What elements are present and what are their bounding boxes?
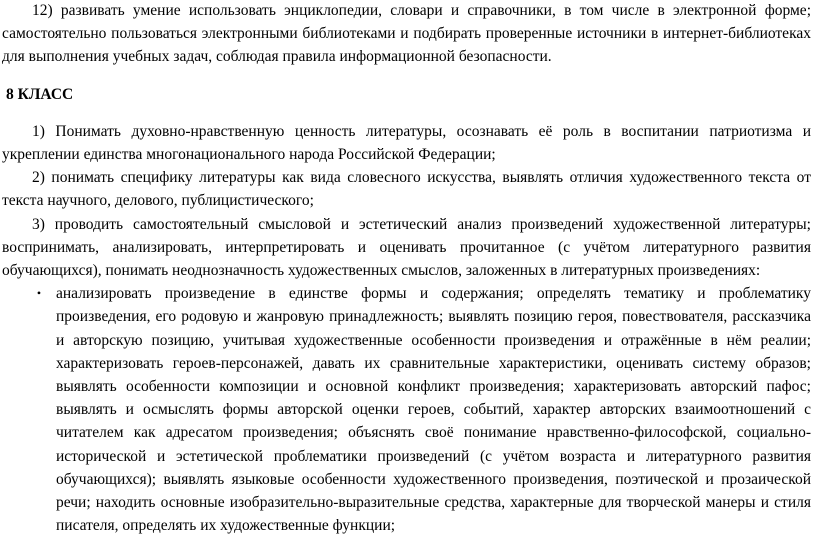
intro-paragraph: 12) развивать умение использовать энциклопедии, словари и справочники, в том числе в электронной форме; самостоятельно пользоваться электронными библиотеками и подбирать проверенные источники в интернет-библиотеках для выполнения учебных задач, соблюдая правила информационной безопасности. xyxy=(2,2,811,66)
bullet-list xyxy=(2,282,811,537)
paragraph-2: 2) понимать специфику литературы как вида словесного искусства, выявлять отличия художественного текста от текста научного, делового, публицистического; xyxy=(2,169,811,210)
bullet-item xyxy=(36,282,811,537)
paragraph-1: 1) Понимать духовно-нравственную ценность литературы, осознавать её роль в воспитании патриотизма и укреплении единства многонационального народа Российской Федерации; xyxy=(2,122,811,164)
bullet-icon: • xyxy=(36,286,42,301)
paragraph-3: 3) проводить самостоятельный смысловой и эстетический анализ произведений художественной литературы; воспринимать, анализировать, интерпретировать и оценивать прочитанное (с учётом литературного развития обучающихся), понимать неоднозначность художественных смыслов, заложенных в литературных произведениях: xyxy=(2,215,811,280)
section-heading: 8 КЛАСС xyxy=(6,85,74,103)
bullet-item-text: анализировать произведение в единстве формы и содержания; определять тематику и проблематику произведения, его родовую и жанровую принадлежность; выявлять позицию героя, повествователя, рассказчика и авторскую позицию, учитывая художественные особенности произведения и отражённые в нём реалии; характеризовать героев-персонажей, давать их сравнительные характеристики, оценивать систему образов; выявлять особенности композиции и основной конфликт произведения; характеризовать авторский пафос; выявлять и осмыслять формы авторской оценки героев, событий, характер авторских взаимоотношений с читателем как адресатом произведения; объяснять своё понимание нравственно-философской, социально-исторической и эстетической проблематики произведений (с учётом возраста и литературного развития обучающихся); выявлять языковые особенности художественного произведения, поэтической и прозаической речи; находить основные изобразительно-выразительные средства, характерные для творческой манеры и стиля писателя, определять их художественные функции; xyxy=(56,285,811,535)
